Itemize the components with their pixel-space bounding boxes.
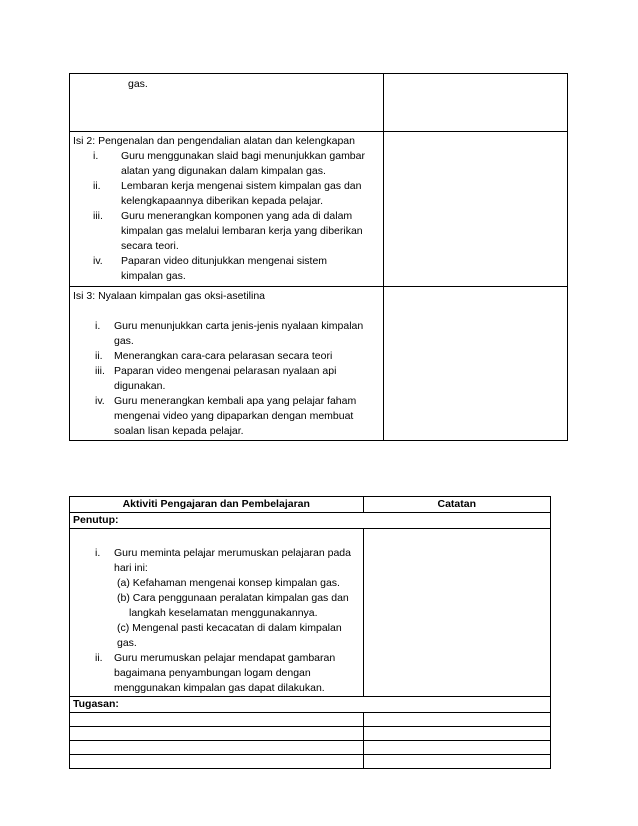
item-text: menggunakan kimpalan gas dapat dilakukan. [114,682,325,694]
item-text: Paparan video ditunjukkan mengenai sistem [121,255,328,267]
notes-cell-1 [383,74,567,132]
activity-cell-1 [70,74,384,132]
tugasan-row-2 [70,727,364,741]
notes-cell-2 [383,132,567,287]
item-text: digunakan. [114,380,166,392]
item-text: soalan lisan kepada pelajar. [114,425,244,437]
tugasan-row-1 [70,713,364,727]
sub-item-b: (b) Cara penggunaan peralatan kimpalan gas dan [117,592,349,604]
item-number: i. [95,320,101,332]
item-text: Guru menunjukkan carta jenis-jenis nyalaan kimpalan [114,320,364,332]
tugasan-row-4 [70,755,364,769]
activity-cell-2 [70,132,384,287]
tugasan-row-3 [70,741,364,755]
sub-item-c: (c) Mengenal pasti kecacatan di dalam kimpalan gas. [117,622,342,649]
item-text: Menerangkan cara-cara pelarasan secara teori [114,350,333,362]
header-notes: Catatan [363,497,550,513]
penutup-notes [363,529,550,697]
tugasan-notes-1 [363,713,550,727]
notes-cell-3 [383,287,567,441]
header-activity: Aktiviti Pengajaran dan Pembelajaran [70,497,364,513]
tugasan-notes-3 [363,741,550,755]
item-number: ii. [95,350,103,362]
item-number: iv. [95,395,105,407]
item-text: kimpalan gas melalui lembaran kerja yang diberikan [121,225,363,237]
item-text: kimpalan gas. [121,270,186,282]
item-text: Guru menggunakan slaid bagi menunjukkan gambar [121,150,365,162]
item-text: alatan yang digunakan dalam kimpalan gas. [121,165,326,177]
item-number: ii. [93,180,101,192]
tugasan-notes-2 [363,727,550,741]
section-title-isi-3: Isi 3: Nyalaan kimpalan gas oksi-asetilina [73,290,266,302]
item-number: ii. [95,652,103,664]
item-text: bagaimana penyambungan logam dengan [114,667,311,679]
sub-item-b-cont: langkah keselamatan menggunakannya. [129,607,318,619]
tugasan-notes-4 [363,755,550,769]
lesson-table-continued [69,73,568,441]
activity-cell-3 [70,287,384,441]
penutup-label: Penutup: [70,513,551,529]
item-number: i. [95,547,101,559]
item-text: Guru merumuskan pelajar mendapat gambaran [114,652,336,664]
item-text: mengenai video yang dipaparkan dengan membuat [114,410,354,422]
item-text: gas. [114,335,134,347]
tugasan-label: Tugasan: [70,697,551,713]
item-text: kelengkapaannya diberikan kepada pelajar. [121,195,323,207]
lesson-table-closing [69,496,551,769]
item-number: iv. [93,255,103,267]
item-text: hari ini: [114,562,148,574]
item-number: i. [93,150,99,162]
continued-text: gas. [128,78,148,90]
item-text: Paparan video mengenai pelarasan nyalaan api [114,365,337,377]
item-text: Guru menerangkan komponen yang ada di dalam [121,210,353,222]
item-number: iii. [95,365,105,377]
item-number: iii. [93,210,103,222]
penutup-content [70,529,364,697]
section-title-isi-2: Isi 2: Pengenalan dan pengendalian alatan dan kelengkapan [73,135,355,147]
item-text: Guru menerangkan kembali apa yang pelajar faham [114,395,357,407]
item-text: Guru meminta pelajar merumuskan pelajaran pada [114,547,351,559]
item-text: secara teori. [121,240,179,252]
item-text: Lembaran kerja mengenai sistem kimpalan gas dan [121,180,362,192]
sub-item-a: (a) Kefahaman mengenai konsep kimpalan gas. [117,577,340,589]
